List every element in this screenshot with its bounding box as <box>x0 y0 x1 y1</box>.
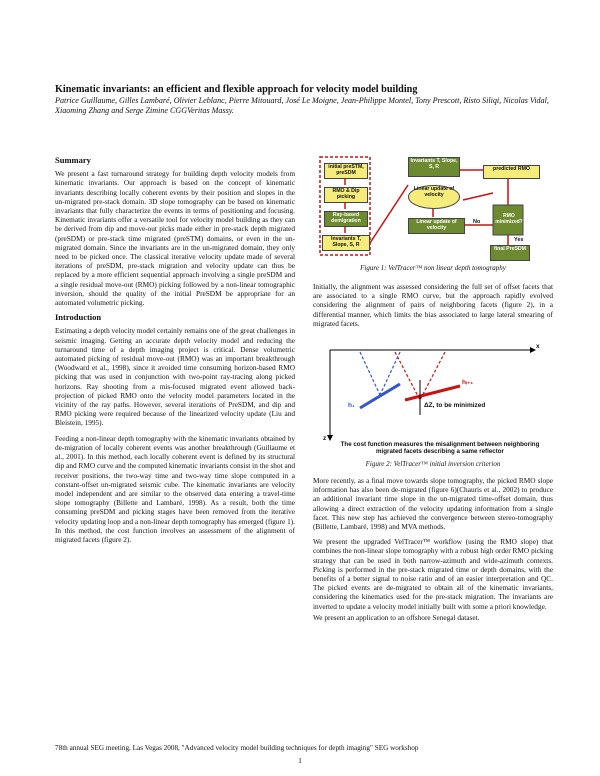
page-number: 1 <box>298 756 302 765</box>
box-initial: initial preSTM, preSDM <box>324 163 368 179</box>
box-rmo-dip: RMO & Dip picking <box>324 187 368 203</box>
right-column-lower <box>313 476 553 628</box>
axis-x-label: x <box>536 343 540 350</box>
figure-1-flowchart <box>318 155 548 263</box>
paper-title: Kinematic invariants: an efficient and flexible approach for velocity model building <box>55 84 418 95</box>
figure-1-caption: Figure 1: VelTracer™ non linear depth tomography <box>360 264 506 272</box>
figure-2-caption: Figure 2: VelTracer™ initial inversion criterion <box>365 460 501 468</box>
box-linear-update: Linear update of velocity <box>408 218 465 234</box>
introduction-heading: Introduction <box>55 312 102 323</box>
box-invariants-left: Invariants T, Slope, S, R <box>322 235 370 251</box>
label-h2: hᵢ₊₁ <box>462 379 474 386</box>
label-yes: Yes <box>514 237 524 243</box>
summary-heading: Summary <box>55 155 91 165</box>
box-final: final PreSDM <box>490 245 530 261</box>
decision-label: RMO minimized? <box>495 213 523 225</box>
right-paragraph-1: Initially, the alignment was assessed considering the full set of offset facets that are associated to a single RMO curve, but the approach rapidly evolved considering the alignment of pairs of neighboring facets (figure 2), in a differential manner, which limits the bias associated to large lateral smearing of migrated facets. <box>313 282 553 328</box>
intro-paragraph-1: Estimating a depth velocity model certainly remains one of the great challenges in seismic imaging. Getting an accurate depth velocity model and reducing the turnaround time of a depth imaging project is critical. Dense volumetric automated picking of residual move-out (RMO) was an important breakthrough (Woodward et al., 1998), since it avoided time consuming horizon-based RMO picking that was used in conjunction with two-point ray-tracing along picked horizons. Ray shooting from a mis-focused migrated event allowed back-projection of picked RMO onto the velocity model parameters located in the vicinity of the ray paths. However, several iterations of PreSDM, and dip and RMO picking were required because of the linearized velocity update (Liu and Bleistein, 1995). <box>55 326 295 428</box>
right-paragraph-2: More recently, as a final move towards slope tomography, the picked RMO slope information has also been de-migrated (figure 6)(Chauris et al., 2002) to produce an additional invariant time slope in the un-migrated time-offset domain, thus allowing a direct extraction of the velocity updating information from a single facet. This new step has achieved the convergence between stereo-tomography (Billette, Lambaré, 1998) and MVA methods. <box>313 476 553 532</box>
left-column <box>55 156 295 550</box>
box-linear-update-velocity: Linear update of velocity <box>408 185 460 209</box>
summary-text: We present a fast turnaround strategy for building depth velocity models from kinematic invariants. Our approach is based on the concept of kinematic invariants describing locally coherent events by their position and slopes in the un-migrated pre-stack domain. 3D slope tomography can be based on kinematic invariants that fully characterize the events in terms of positioning and focusing. Kinematic invariants offer a versatile tool for velocity model building as they can be derived from dip and move-out picks made either in pre-stack depth migrated (preSDM) or pre-stack time migrated (preSTM) domains, or even in the un-migrated domain. Since the invariants are in the un-migrated domain, they only need to be picked once. The classical iterative velocity update made of several iterations of preSDM, pre-stack migration and velocity update can thus be replaced by a more efficient sequential approach involving a single preSDM and a single residual move-out (RMO) picking followed by a non-linear tomographic inversion, should the quality of the initial PreSDM be appropriate for an automated volumetric picking. <box>55 169 295 308</box>
right-paragraph-4: We present an application to an offshore Senegal dataset. <box>313 612 480 622</box>
right-paragraph-3: We present the upgraded VelTracer™ workflow (using the RMO slope) that combines the non-linear slope tomography with a robust high order RMO picking strategy that can be used in both narrow-azimuth and wide-azimuth contexts. Picking is performed in the pre-stack migrated time or depth domains, with the benefits of a better signal to noise ratio and of an easier interpretation and QC. The picked events are de-migrated to obtain all of the kinematic invariants, considering the kinematics used for the pre-stack migration. The invariants are inverted to update a velocity model initially built with some a priori knowledge. <box>313 537 553 611</box>
axis-z-label: z <box>323 435 327 442</box>
box-invariants-top: Invariants T, Slope, S, R <box>408 157 460 177</box>
figure-2-diagram <box>320 340 550 458</box>
box-demigration: Ray-based demigration <box>324 211 368 227</box>
right-column <box>313 282 553 334</box>
author-list: Patrice Guillaume, Gilles Lambaré, Olivier Leblanc, Pierre Mitouard, José Le Moigne, Jean-Philippe Montel, Tony Prescott, Rísto Siliqi, Nicolas Vidal, Xiaoming Zhang and Serge Zimine CGGVeritas Massy. <box>55 96 549 115</box>
label-no: No <box>473 219 481 225</box>
figure-2-note: The cost function measures the misalignment between neighboring migrated facets describing a same reflector <box>340 441 540 455</box>
footer-text: 78th annual SEG meeting, Las Vegas 2008, "Advanced velocity model building techniques for depth imaging" SEG workshop <box>55 744 419 752</box>
label-dz: ΔZ, to be minimized <box>424 402 486 409</box>
intro-paragraph-2: Feeding a non-linear depth tomography with the kinematic invariants obtained by de-migration of locally coherent events was another breakthrough (Guillaume et al., 2001). In this method, each locally coherent event is defined by its structural dip and RMO curve and the computed kinematic invariants consist in the shot and receiver positions, the two-way time and two-way time slope computed in a constant-offset un-migrated seismic cube. The kinematic invariants are velocity model independent and are similar to the observed data entering a travel-time slope tomography (Billette and Lambaré, 1998). As a result, both the time consuming preSDM and picking stages have been removed from the iterative velocity updating loop and a non-linear depth tomography has emerged (figure 1). In this method, the cost function involves an assessment of the alignment of migrated facets (figure 2). <box>55 433 295 544</box>
label-h1: h₁ <box>348 402 355 409</box>
box-predicted-rmo: predicted RMO <box>483 165 540 179</box>
